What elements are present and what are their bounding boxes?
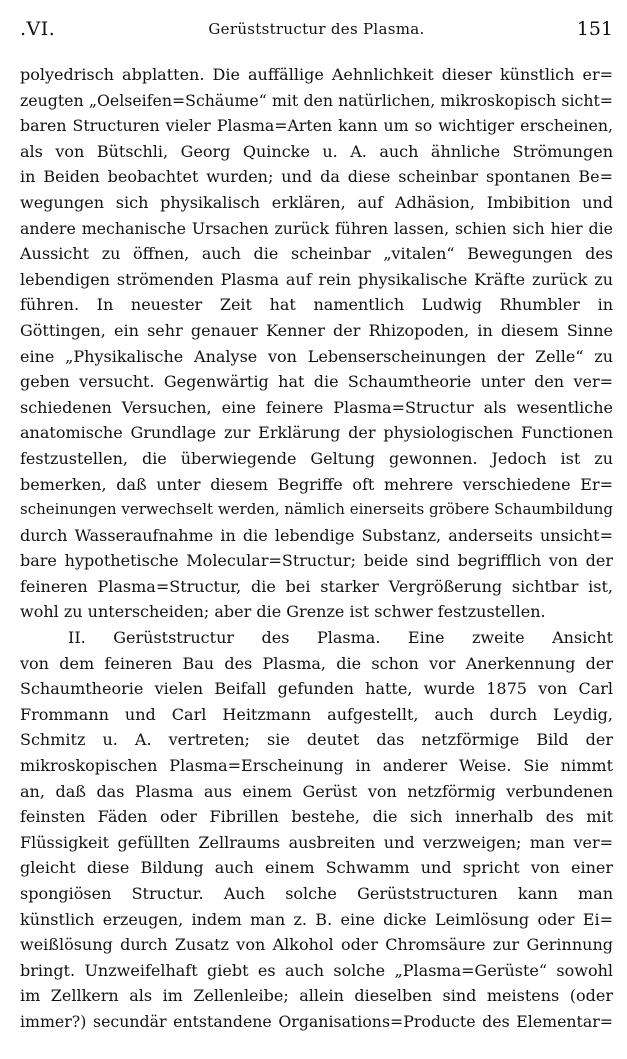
running-title: Gerüststructur des Plasma. bbox=[208, 20, 425, 38]
text-line: als von Bütschli, Georg Quincke u. A. auch ähnliche Strömungen bbox=[20, 141, 613, 161]
body-text bbox=[20, 62, 613, 1035]
running-header bbox=[20, 18, 613, 44]
text-line: immer?) secundär entstandene Organisations=Producte des Elementar= bbox=[20, 1011, 613, 1031]
text-line: scheinungen verwechselt werden, nämlich einerseits gröbere Schaumbildung bbox=[20, 500, 613, 519]
text-line: andere mechanische Ursachen zurück führen lassen, schien sich hier die bbox=[20, 218, 613, 238]
chapter-number: .VI. bbox=[20, 18, 56, 40]
text-line: polyedrisch abplatten. Die auffällige Aehnlichkeit dieser künstlich er= bbox=[20, 65, 613, 84]
text-line: II. Gerüststructur des Plasma. Eine zweite Ansicht bbox=[68, 628, 613, 648]
text-line: schiedenen Versuchen, eine feinere Plasma=Structur als wesentliche bbox=[20, 397, 613, 417]
text-line: geben versucht. Gegenwärtig hat die Schaumtheorie unter den ver= bbox=[20, 372, 613, 392]
text-line: baren Structuren vieler Plasma=Arten kann um so wichtiger erscheinen, bbox=[20, 116, 613, 136]
text-line: anatomische Grundlage zur Erklärung der physiologischen Functionen bbox=[20, 423, 613, 443]
text-line: Aussicht zu öffnen, auch die scheinbar „vitalen“ Bewegungen des bbox=[20, 244, 613, 264]
text-line: künstlich erzeugen, indem man z. B. eine dicke Leimlösung oder Ei= bbox=[20, 909, 613, 929]
text-line: bemerken, daß unter diesem Begriffe oft mehrere verschiedene Er= bbox=[20, 474, 613, 494]
text-line: an, daß das Plasma aus einem Gerüst von netzförmig verbundenen bbox=[20, 781, 613, 801]
text-line: feinsten Fäden oder Fibrillen bestehe, die sich innerhalb des mit bbox=[20, 807, 613, 827]
text-line: zeugten „Oelseifen=Schäume“ mit den natürlichen, mikroskopisch sicht= bbox=[20, 90, 613, 110]
text-line: Flüssigkeit gefüllten Zellraums ausbreiten und verzweigen; man ver= bbox=[20, 832, 613, 852]
text-line: festzustellen, die überwiegende Geltung gewonnen. Jedoch ist zu bbox=[20, 448, 613, 468]
text-line: Göttingen, ein sehr genauer Kenner der Rhizopoden, in diesem Sinne bbox=[20, 320, 613, 340]
text-line: mikroskopischen Plasma=Erscheinung in anderer Weise. Sie nimmt bbox=[20, 756, 613, 776]
text-line: Schmitz u. A. vertreten; sie deutet das netzförmige Bild der bbox=[20, 730, 613, 750]
text-line: durch Wasseraufnahme in die lebendige Substanz, anderseits unsicht= bbox=[20, 525, 613, 545]
text-line: eine „Physikalische Analyse von Lebenserscheinungen der Zelle“ zu bbox=[20, 346, 613, 366]
text-line: lebendigen strömenden Plasma auf rein physikalische Kräfte zurück zu bbox=[20, 269, 613, 289]
text-line: von dem feineren Bau des Plasma, die schon vor Anerkennung der bbox=[20, 653, 613, 673]
text-line: bringt. Unzweifelhaft giebt es auch solche „Plasma=Gerüste“ sowohl bbox=[20, 960, 613, 980]
page-number: 151 bbox=[576, 18, 613, 40]
text-line: Frommann und Carl Heitzmann aufgestellt, auch durch Leydig, bbox=[20, 704, 613, 724]
text-line: bare hypothetische Molecular=Structur; beide sind begrifflich von der bbox=[20, 551, 613, 571]
text-line: Schaumtheorie vielen Beifall gefunden hatte, wurde 1875 von Carl bbox=[20, 679, 613, 699]
text-line: weißlösung durch Zusatz von Alkohol oder Chromsäure zur Gerinnung bbox=[20, 935, 613, 955]
text-line: in Beiden beobachtet wurden; und da diese scheinbar spontanen Be= bbox=[20, 167, 613, 187]
text-line: wegungen sich physikalisch erklären, auf Adhäsion, Imbibition und bbox=[20, 192, 613, 212]
text-line: feineren Plasma=Structur, die bei starker Vergrößerung sichtbar ist, bbox=[20, 576, 613, 596]
text-line: im Zellkern als im Zellenleibe; allein dieselben sind meistens (oder bbox=[20, 986, 613, 1006]
text-line: führen. In neuester Zeit hat namentlich Ludwig Rhumbler in bbox=[20, 295, 613, 315]
text-line: spongiösen Structur. Auch solche Gerüststructuren kann man bbox=[20, 884, 613, 903]
text-line: gleicht diese Bildung auch einem Schwamm und spricht von einer bbox=[20, 858, 613, 878]
text-line: wohl zu unterscheiden; aber die Grenze ist schwer festzustellen. bbox=[20, 602, 546, 622]
